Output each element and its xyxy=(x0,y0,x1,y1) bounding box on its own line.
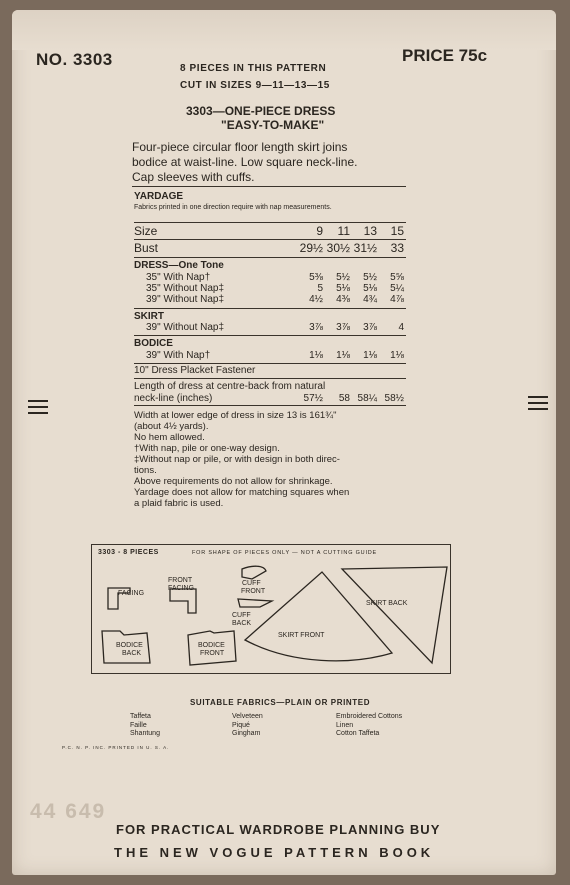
fabric-item: Linen xyxy=(336,721,354,729)
pattern-number: NO. 3303 xyxy=(36,50,113,69)
divider xyxy=(134,335,406,336)
yardage-row xyxy=(134,283,404,294)
size-label: Size xyxy=(134,224,158,238)
yardage-note: Fabrics printed in one direction require with nap measurements. xyxy=(134,204,332,211)
yardage-row xyxy=(134,294,404,305)
piece-label-skirt-back: SKIRT BACK xyxy=(366,600,408,607)
divider xyxy=(132,186,406,187)
yardage-title: YARDAGE xyxy=(134,191,184,202)
divider xyxy=(134,308,406,309)
pieces-count: 8 PIECES IN THIS PATTERN xyxy=(180,63,327,74)
piece-label-front-facing: FACING xyxy=(168,585,195,592)
yardage-value: 3⅞ xyxy=(309,322,323,333)
yardage-value: 5 xyxy=(317,283,323,294)
pattern-title: 3303—ONE-PIECE DRESS xyxy=(186,104,336,118)
note-line: tions. xyxy=(134,465,157,476)
placket-fastener: 10" Dress Placket Fastener xyxy=(134,365,256,376)
note-line: a plaid fabric is used. xyxy=(134,498,224,509)
bust-value: 30½ xyxy=(326,241,350,255)
diagram-caption: FOR SHAPE OF PIECES ONLY — NOT A CUTTING GUIDE xyxy=(192,550,378,556)
fabric-item: Cotton Taffeta xyxy=(336,730,380,737)
dress-section-title: DRESS—One Tone xyxy=(134,260,224,271)
fold-mark-left xyxy=(28,400,48,418)
note-line: No hem allowed. xyxy=(134,432,205,443)
yardage-value: 4⅜ xyxy=(336,294,350,305)
piece-label-cuff-back: CUFF xyxy=(232,612,251,619)
yardage-value: 3⅞ xyxy=(363,322,377,333)
envelope-flap xyxy=(12,10,556,50)
length-value: 58 xyxy=(338,393,350,404)
note-line: †With nap, pile or one-way design. xyxy=(134,443,280,454)
cuff-back-piece xyxy=(238,599,272,607)
yardage-row xyxy=(134,322,404,333)
yardage-value: 4 xyxy=(398,322,404,333)
piece-label-cuff-front: CUFF xyxy=(242,580,261,587)
size-value: 13 xyxy=(363,224,377,238)
fabrics-column xyxy=(232,713,263,739)
length-row xyxy=(134,393,404,404)
divider xyxy=(134,257,406,258)
divider xyxy=(134,222,406,223)
size-row xyxy=(134,224,404,238)
piece-label-bodice-front: FRONT xyxy=(200,650,225,657)
piece-label-bodice-front: BODICE xyxy=(198,642,225,649)
description-line: Cap sleeves with cuffs. xyxy=(132,170,255,184)
note-line: Above requirements do not allow for shrinkage. xyxy=(134,476,333,487)
size-range: CUT IN SIZES 9—11—13—15 xyxy=(180,80,330,91)
yardage-value: 4½ xyxy=(309,294,323,305)
yardage-value: 1⅛ xyxy=(309,350,323,361)
piece-label-cuff-front: FRONT xyxy=(241,588,266,595)
length-label: Length of dress at centre-back from natural xyxy=(134,381,326,392)
skirt-front-piece xyxy=(245,572,392,661)
length-value: 58½ xyxy=(384,393,404,404)
front-facing-piece xyxy=(170,589,196,613)
price-label: PRICE 75c xyxy=(402,46,488,65)
length-label-2: neck-line (inches) xyxy=(134,393,213,404)
note-line: Width at lower edge of dress in size 13 is 161¾" xyxy=(134,410,337,421)
piece-label-front-facing: FRONT xyxy=(168,577,193,584)
bust-label: Bust xyxy=(134,241,159,255)
fabric-item: Gingham xyxy=(232,730,261,737)
footer-line-1: FOR PRACTICAL WARDROBE PLANNING BUY xyxy=(116,822,441,837)
yardage-value: 5¼ xyxy=(390,283,404,294)
length-value: 57½ xyxy=(303,393,323,404)
bust-row xyxy=(134,241,404,255)
pattern-subtitle: "EASY-TO-MAKE" xyxy=(221,118,325,132)
skirt-back-piece xyxy=(342,567,447,663)
note-line: Yardage does not allow for matching squares when xyxy=(134,487,350,498)
yardage-value: 1⅛ xyxy=(363,350,377,361)
yardage-value: 5⅛ xyxy=(363,283,377,294)
description-line: bodice at waist-line. Low square neck-line. xyxy=(132,155,358,169)
fabric-item: Faille xyxy=(130,721,147,729)
row-label: 39" Without Nap‡ xyxy=(146,294,225,305)
piece-label-cuff-back: BACK xyxy=(232,620,252,627)
yardage-value: 1⅛ xyxy=(390,350,404,361)
yardage-value: 5⅛ xyxy=(336,283,350,294)
row-label: 39" With Nap† xyxy=(146,350,211,361)
bodice-section-title: BODICE xyxy=(134,338,173,349)
row-label: 39" Without Nap‡ xyxy=(146,322,225,333)
fabric-item: Shantung xyxy=(130,730,160,737)
fold-mark-right xyxy=(528,396,548,414)
fabric-item: Piqué xyxy=(232,721,250,729)
fabrics-column xyxy=(130,713,160,739)
fabrics-title: SUITABLE FABRICS—PLAIN OR PRINTED xyxy=(190,698,371,707)
fabric-item: Taffeta xyxy=(130,713,151,720)
faded-stamp: 44 649 xyxy=(30,800,107,823)
bust-value: 29½ xyxy=(299,241,323,255)
yardage-value: 3⅞ xyxy=(336,322,350,333)
yardage-value: 1⅛ xyxy=(336,350,350,361)
piece-label-facing: FACING xyxy=(118,590,145,597)
notes-block xyxy=(134,410,414,509)
piece-label-bodice-back: BACK xyxy=(122,650,142,657)
printer-credit: P.C. N. P. INC. PRINTED IN U. S. A. xyxy=(62,745,170,750)
pieces-diagram xyxy=(91,544,451,674)
note-line: (about 4½ yards). xyxy=(134,421,209,432)
fabric-item: Velveteen xyxy=(232,713,263,720)
piece-label-bodice-back: BODICE xyxy=(116,642,143,649)
size-value: 9 xyxy=(316,224,323,238)
diagram-title: 3303 - 8 PIECES xyxy=(98,549,159,556)
size-value: 11 xyxy=(337,224,350,238)
yardage-value: 5½ xyxy=(363,272,377,283)
divider xyxy=(134,363,406,364)
yardage-row xyxy=(134,272,404,283)
divider xyxy=(134,378,406,379)
divider xyxy=(134,239,406,240)
skirt-section-title: SKIRT xyxy=(134,311,164,322)
fabric-item: Embroidered Cottons xyxy=(336,713,403,720)
fabrics-column xyxy=(336,713,402,739)
yardage-value: 5⅝ xyxy=(390,272,404,283)
row-label: 35" With Nap† xyxy=(146,272,211,283)
note-line: ‡Without nap or pile, or with design in both direc- xyxy=(134,454,340,465)
bust-value: 31½ xyxy=(353,241,377,255)
pieces-drawing xyxy=(92,545,450,673)
bust-value: 33 xyxy=(390,241,404,255)
size-value: 15 xyxy=(390,224,404,238)
cuff-front-piece xyxy=(242,566,266,579)
length-value: 58¼ xyxy=(357,393,377,404)
footer-line-2: THE NEW VOGUE PATTERN BOOK xyxy=(114,845,435,860)
yardage-value: 4¾ xyxy=(363,294,377,305)
yardage-row xyxy=(134,350,404,361)
yardage-value: 5⅜ xyxy=(309,272,323,283)
yardage-value: 5½ xyxy=(336,272,350,283)
piece-label-skirt-front: SKIRT FRONT xyxy=(278,632,325,639)
yardage-value: 4⅞ xyxy=(390,294,404,305)
description-line: Four-piece circular floor length skirt joins xyxy=(132,140,348,154)
row-label: 35" Without Nap‡ xyxy=(146,283,225,294)
divider xyxy=(134,405,406,406)
